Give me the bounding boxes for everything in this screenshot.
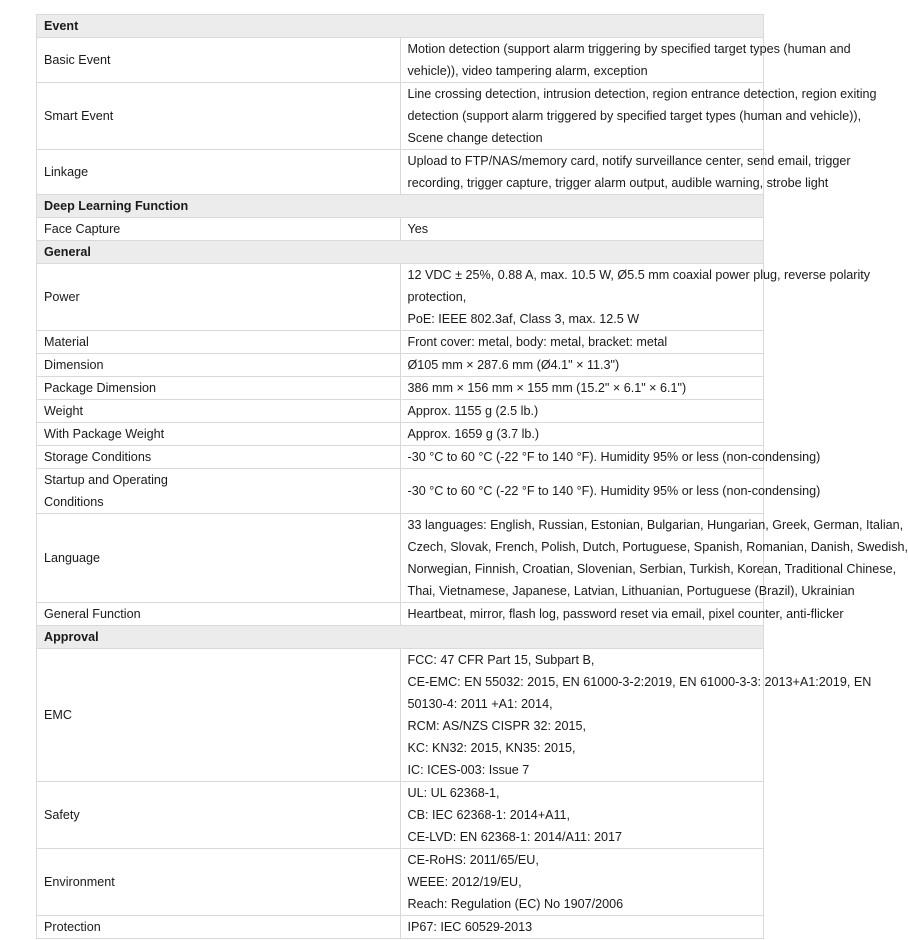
spec-row <box>37 782 764 849</box>
spec-row <box>37 377 764 400</box>
spec-row <box>37 218 764 241</box>
spec-label-line: Storage Conditions <box>44 450 152 464</box>
spec-value-line: IP67: IEC 60529-2013 <box>407 920 533 934</box>
spec-label <box>37 331 401 354</box>
spec-row <box>37 264 764 331</box>
spec-label-line: EMC <box>44 708 72 722</box>
spec-label <box>37 782 401 849</box>
spec-label <box>37 400 401 423</box>
spec-value-line: detection (support alarm triggered by specified target types (human and vehicle)), <box>407 109 862 123</box>
spec-row <box>37 354 764 377</box>
spec-value-line: Line crossing detection, intrusion detection, region entrance detection, region exiting <box>407 87 877 101</box>
spec-value <box>400 916 764 939</box>
spec-value-line: protection, <box>407 290 467 304</box>
spec-label <box>37 38 401 83</box>
spec-row <box>37 150 764 195</box>
spec-label <box>37 83 401 150</box>
section-header <box>37 626 764 649</box>
spec-row <box>37 446 764 469</box>
spec-label <box>37 916 401 939</box>
spec-row <box>37 400 764 423</box>
spec-label-line: Conditions <box>44 495 104 509</box>
spec-value <box>400 849 764 916</box>
spec-label <box>37 649 401 782</box>
spec-row <box>37 849 764 916</box>
spec-value-line: 12 VDC ± 25%, 0.88 A, max. 10.5 W, Ø5.5 mm coaxial power plug, reverse polarity <box>407 268 871 282</box>
spec-value-line: Upload to FTP/NAS/memory card, notify surveillance center, send email, trigger <box>407 154 851 168</box>
spec-value-line: Motion detection (support alarm triggering by specified target types (human and <box>407 42 851 56</box>
spec-label <box>37 377 401 400</box>
spec-label-line: Package Dimension <box>44 381 157 395</box>
section-header <box>37 241 764 264</box>
spec-value-line: Approx. 1659 g (3.7 lb.) <box>407 427 540 441</box>
spec-value <box>400 446 821 469</box>
spec-value <box>400 603 844 626</box>
spec-value-line: Thai, Vietnamese, Japanese, Latvian, Lithuanian, Portuguese (Brazil), Ukrainian <box>407 584 855 598</box>
spec-value <box>400 38 851 83</box>
spec-label <box>37 218 401 241</box>
spec-label-line: Material <box>44 335 89 349</box>
spec-label-line: Dimension <box>44 358 104 372</box>
spec-value-line: -30 °C to 60 °C (-22 °F to 140 °F). Humidity 95% or less (non-condensing) <box>407 450 821 464</box>
spec-value <box>400 150 851 195</box>
spec-value <box>400 782 764 849</box>
spec-row <box>37 83 764 150</box>
section-title: General <box>37 241 764 264</box>
spec-label <box>37 603 401 626</box>
spec-value-line: Heartbeat, mirror, flash log, password reset via email, pixel counter, anti-flicker <box>407 607 844 621</box>
spec-value <box>400 83 877 150</box>
spec-label-line: Environment <box>44 875 115 889</box>
spec-label <box>37 264 401 331</box>
spec-row <box>37 603 764 626</box>
spec-value-line: Yes <box>407 222 429 236</box>
spec-label-line: Face Capture <box>44 222 121 236</box>
spec-value-line: Ø105 mm × 287.6 mm (Ø4.1" × 11.3") <box>407 358 620 372</box>
spec-value-line: CB: IEC 62368-1: 2014+A11, <box>407 808 571 822</box>
spec-value-line: KC: KN32: 2015, KN35: 2015, <box>407 741 576 755</box>
spec-label-line: Power <box>44 290 80 304</box>
spec-value-line: IC: ICES-003: Issue 7 <box>407 763 530 777</box>
spec-value <box>400 400 764 423</box>
spec-label <box>37 514 401 603</box>
spec-value-line: WEEE: 2012/19/EU, <box>407 875 522 889</box>
section-title: Event <box>37 15 764 38</box>
spec-row <box>37 916 764 939</box>
spec-table <box>36 14 908 939</box>
spec-value-line: FCC: 47 CFR Part 15, Subpart B, <box>407 653 595 667</box>
spec-label <box>37 849 401 916</box>
spec-value <box>400 354 764 377</box>
spec-value-line: CE-RoHS: 2011/65/EU, <box>407 853 539 867</box>
spec-value-line: Czech, Slovak, French, Polish, Dutch, Portuguese, Spanish, Romanian, Danish, Swedish, <box>407 540 908 554</box>
spec-value <box>400 264 871 331</box>
spec-value <box>400 514 908 603</box>
spec-value <box>400 331 764 354</box>
spec-label-line: Smart Event <box>44 109 114 123</box>
spec-row <box>37 38 764 83</box>
spec-label-line: Basic Event <box>44 53 111 67</box>
spec-label-line: Startup and Operating <box>44 473 168 487</box>
spec-value-line: UL: UL 62368-1, <box>407 786 500 800</box>
spec-value-line: -30 °C to 60 °C (-22 °F to 140 °F). Humidity 95% or less (non-condensing) <box>407 484 821 498</box>
spec-value-line: CE-EMC: EN 55032: 2015, EN 61000-3-2:2019, EN 61000-3-3: 2013+A1:2019, EN <box>407 675 872 689</box>
spec-value-line: RCM: AS/NZS CISPR 32: 2015, <box>407 719 586 733</box>
spec-value-line: CE-LVD: EN 62368-1: 2014/A11: 2017 <box>407 830 622 844</box>
spec-value-line: Front cover: metal, body: metal, bracket: metal <box>407 335 668 349</box>
spec-label-line: Weight <box>44 404 83 418</box>
spec-value <box>400 423 764 446</box>
spec-label-line: Safety <box>44 808 80 822</box>
spec-label-line: Language <box>44 551 101 565</box>
spec-value-line: Approx. 1155 g (2.5 lb.) <box>407 404 539 418</box>
spec-value-line: vehicle)), video tampering alarm, exception <box>407 64 648 78</box>
spec-value-line: Scene change detection <box>407 131 543 145</box>
spec-label <box>37 423 401 446</box>
spec-row <box>37 331 764 354</box>
spec-row <box>37 514 764 603</box>
spec-value <box>400 469 821 514</box>
spec-row <box>37 649 764 782</box>
spec-value <box>400 218 764 241</box>
spec-value-line: 386 mm × 156 mm × 155 mm (15.2" × 6.1" × 6.1") <box>407 381 687 395</box>
spec-value-line: Norwegian, Finnish, Croatian, Slovenian, Serbian, Turkish, Korean, Traditional Chinese, <box>407 562 897 576</box>
section-header <box>37 195 764 218</box>
spec-value <box>400 649 872 782</box>
spec-label-line: Protection <box>44 920 101 934</box>
spec-table-container <box>36 14 908 939</box>
spec-label <box>37 446 401 469</box>
spec-value-line: recording, trigger capture, trigger alarm output, audible warning, strobe light <box>407 176 829 190</box>
spec-label <box>37 150 401 195</box>
spec-value-line: PoE: IEEE 802.3af, Class 3, max. 12.5 W <box>407 312 640 326</box>
spec-row <box>37 423 764 446</box>
spec-label-line: General Function <box>44 607 141 621</box>
spec-value-line: 33 languages: English, Russian, Estonian, Bulgarian, Hungarian, Greek, German, Italian, <box>407 518 904 532</box>
section-title: Deep Learning Function <box>37 195 764 218</box>
spec-table-body <box>37 15 908 939</box>
spec-row <box>37 469 764 514</box>
spec-value <box>400 377 764 400</box>
spec-label-line: With Package Weight <box>44 427 165 441</box>
spec-value-line: 50130-4: 2011 +A1: 2014, <box>407 697 553 711</box>
spec-label-line: Linkage <box>44 165 89 179</box>
spec-value-line: Reach: Regulation (EC) No 1907/2006 <box>407 897 624 911</box>
spec-label <box>37 354 401 377</box>
spec-label <box>37 469 401 514</box>
section-title: Approval <box>37 626 764 649</box>
section-header <box>37 15 764 38</box>
